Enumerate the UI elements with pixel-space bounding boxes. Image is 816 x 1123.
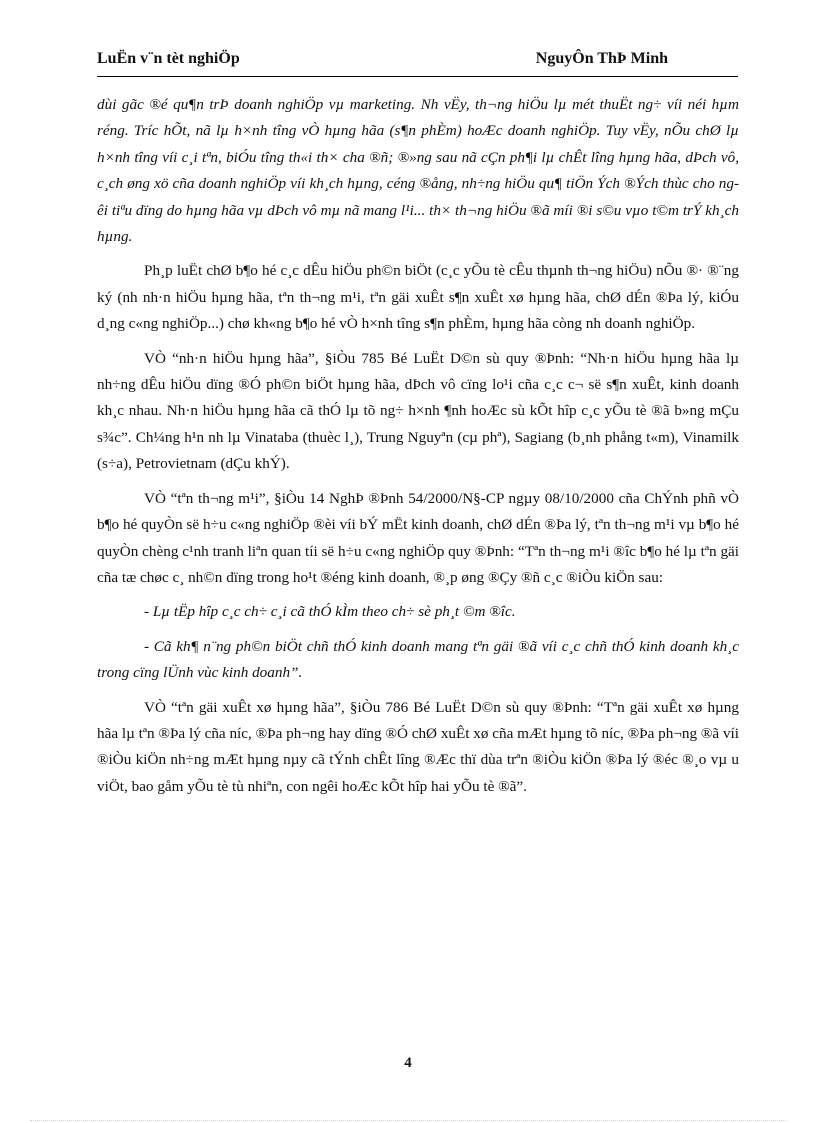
paragraph-legal-protection: Ph¸p luËt chØ b¶o hé c¸c dÊu hiÖu ph©n biÖt (c¸c yÕu tè cÊu thµnh th¬ng hiÖu) nÕu ®· ®¨ng ký (nh nh·n hiÖu hµng hãa, tªn th¬ng m¹i, tªn gäi xuÊt s¶n xuÊt xø hµng hãa, chØ dÉn ®Þa lý, kiÓu d¸ng c«ng nghiÖp...) chø kh«ng b¶o hé vÒ h×nh tîng s¶n phÈm, hµng hãa còng nh doanh nghiÖp. bbox=[97, 262, 739, 333]
header-thesis-title: LuËn v¨n tèt nghiÖp bbox=[97, 50, 240, 67]
page-number: 4 bbox=[404, 1055, 412, 1071]
header-author-name: NguyÔn ThÞ Minh bbox=[535, 50, 668, 67]
paragraph-brand-concept: dùi gãc ®é qu¶n trÞ doanh nghiÖp vµ marketing. Nh vËy, th¬ng hiÖu lµ mét thuËt ng÷ víi néi hµm réng. Tríc hÕt, nã lµ h×nh tîng vÒ hµng hãa (s¶n phÈm) hoÆc doanh nghiÖp. Tuy vËy, nÕu chØ lµ h×nh tîng víi c¸i tªn, biÓu tîng th«i th× cha ®ñ; ®»ng sau nã cÇn ph¶i lµ chÊt lîng hµng hãa, dÞch vô, c¸ch øng xö cña doanh nghiÖp víi kh¸ch hµng, céng ®ång, nh÷ng hiÖu qu¶ tiÖn Ých ®Ých thùc cho ngêi tiªu dïng do hµng hãa vµ dÞch vô mµ nã mang l¹i... th× th¬ng hiÖu ®ã míi ®i s©u vµo t©m trÝ kh¸ch hµng. bbox=[97, 96, 739, 246]
paragraph-trademark: VÒ “nh·n hiÖu hµng hãa”, §iÒu 785 Bé LuËt D©n sù quy ®Þnh: “Nh·n hiÖu hµng hãa lµ nh÷ng dÊu hiÖu dïng ®Ó ph©n biÖt hµng hãa, dÞch vô cïng lo¹i cña c¸c c¬ së s¶n xuÊt, kinh doanh kh¸c nhau. Nh·n hiÖu hµng hãa cã thÓ lµ tõ ng÷ h×nh ¶nh hoÆc sù kÕt hîp c¸c yÕu tè ®ã b»ng mÇu s¾c”. Ch¼ng h¹n nh lµ Vinataba (thuèc l¸), Trung Nguyªn (cµ phª), Sagiang (b¸nh phång t«m), Vinamilk (s÷a), Petrovietnam (dÇu khÝ). bbox=[97, 349, 739, 473]
page-bottom-divider bbox=[30, 1120, 786, 1121]
paragraph-origin-name: VÒ “tªn gäi xuÊt xø hµng hãa”, §iÒu 786 Bé LuËt D©n sù quy ®Þnh: “Tªn gäi xuÊt xø hµng hãa lµ tªn ®Þa lý cña níc, ®Þa ph¬ng hay dïng ®Ó chØ xuÊt xø cña mÆt hµng tõ níc, ®Þa ph¬ng ®ã víi ®iÒu kiÖn nh÷ng mÆt hµng nµy cã tÝnh chÊt lîng ®Æc thï dùa trªn ®iÒu kiÖn ®Þa lý ®éc ®¸o vµ u viÖt, bao gåm yÕu tè tù nhiªn, con ngêi hoÆc kÕt hîp hai yÕu tè ®ã”. bbox=[97, 698, 739, 795]
paragraph-condition-2: - Cã kh¶ n¨ng ph©n biÖt chñ thÓ kinh doanh mang tªn gäi ®ã víi c¸c chñ thÓ kinh doanh kh¸c trong cïng lÜnh vùc kinh doanh”. bbox=[97, 637, 739, 682]
document-body bbox=[97, 92, 739, 808]
paragraph-trade-name: VÒ “tªn th¬ng m¹i”, §iÒu 14 NghÞ ®Þnh 54/2000/N§-CP ngµy 08/10/2000 cña ChÝnh phñ vÒ b¶o hé quyÒn së h÷u c«ng nghiÖp ®èi víi bÝ mËt kinh doanh, chØ dÉn ®Þa lý, tªn th¬ng m¹i vµ b¶o hé quyÒn chèng c¹nh tranh liªn quan tíi së h÷u c«ng nghiÖp quy ®Þnh: “Tªn th¬ng m¹i ®îc b¶o hé lµ tªn gäi cña tæ chøc c¸ nh©n dïng trong ho¹t ®éng kinh doanh, ®¸p øng ®Çy ®ñ c¸c ®iÒu kiÖn sau: bbox=[97, 489, 739, 586]
paragraph-condition-1: - Lµ tËp hîp c¸c ch÷ c¸i cã thÓ kÌm theo ch÷ sè ph¸t ©m ®îc. bbox=[144, 603, 516, 621]
page-header bbox=[97, 50, 738, 77]
